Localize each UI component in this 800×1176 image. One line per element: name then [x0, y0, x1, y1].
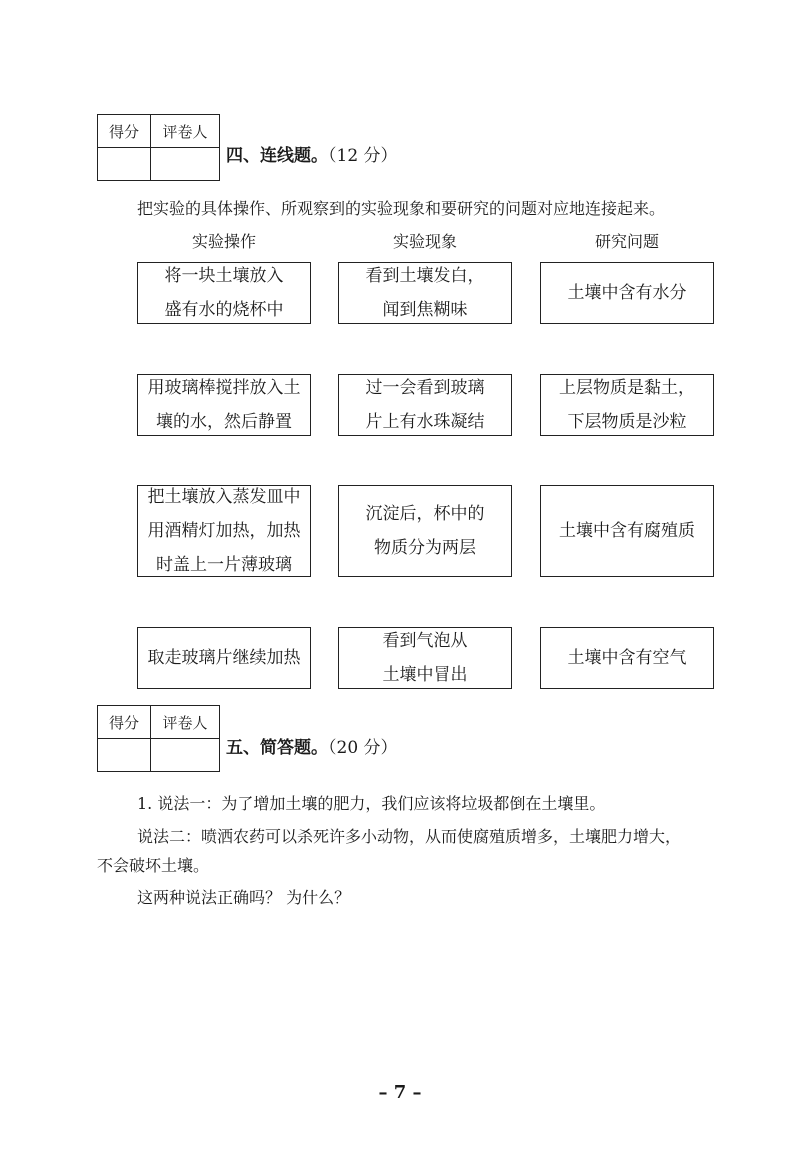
phenomenon-box-4[interactable] — [338, 627, 512, 689]
operation-4-line-1: 取走玻璃片继续加热 — [147, 648, 301, 668]
question-1-line-1: 1. 说法一：为了增加土壤的肥力，我们应该将垃圾都倒在土壤里。 — [137, 794, 606, 813]
section-4-title — [226, 141, 398, 166]
phenomenon-2-line-2: 片上有水珠凝结 — [365, 412, 485, 432]
grader-label-2: 评卷人 — [151, 706, 220, 739]
operation-2-line-2: 壤的水，然后静置 — [156, 412, 292, 432]
grader-cell[interactable] — [151, 148, 220, 181]
phenomenon-box-1[interactable] — [338, 262, 512, 324]
question-box-3[interactable] — [540, 485, 714, 577]
column-header-question: 研究问题 — [594, 232, 659, 251]
section-5-title — [226, 733, 398, 758]
grader-label: 评卷人 — [151, 115, 220, 148]
operation-1-line-1: 将一块土壤放入 — [164, 266, 284, 286]
operation-box-3[interactable] — [137, 485, 311, 577]
column-header-phenomenon: 实验现象 — [392, 232, 457, 251]
section-4-points: （12 分） — [328, 146, 398, 166]
grader-cell-2[interactable] — [151, 739, 220, 772]
operation-box-2[interactable] — [137, 374, 311, 436]
score-cell-2[interactable] — [98, 739, 151, 772]
phenomenon-4-line-2: 土壤中冒出 — [382, 665, 468, 685]
phenomenon-2-line-1: 过一会看到玻璃 — [365, 378, 485, 398]
phenomenon-1-line-2: 闻到焦糊味 — [382, 300, 468, 320]
instruction: 把实验的具体操作、所观察到的实验现象和要研究的问题对应地连接起来。 — [137, 199, 666, 218]
operation-3-line-2: 用酒精灯加热，加热 — [147, 521, 301, 541]
phenomenon-box-3[interactable] — [338, 485, 512, 577]
question-1-line-1: 土壤中含有水分 — [567, 283, 687, 303]
phenomenon-box-2[interactable] — [338, 374, 512, 436]
section-5-title-text: 五、简答题。 — [226, 738, 328, 758]
question-1-line-3: 不会破坏土壤。 — [97, 856, 210, 875]
phenomenon-3-line-1: 沉淀后，杯中的 — [365, 504, 485, 524]
page-number: – 7 – — [378, 1082, 422, 1103]
section-5-points: （20 分） — [328, 738, 398, 758]
phenomenon-4-line-1: 看到气泡从 — [382, 631, 468, 651]
question-3-line-1: 土壤中含有腐殖质 — [559, 521, 695, 541]
operation-2-line-1: 用玻璃棒搅拌放入土 — [147, 378, 301, 398]
operation-1-line-2: 盛有水的烧杯中 — [164, 300, 284, 320]
score-table-2 — [97, 705, 220, 772]
question-box-2[interactable] — [540, 374, 714, 436]
question-box-4[interactable] — [540, 627, 714, 689]
operation-3-line-3: 时盖上一片薄玻璃 — [156, 555, 292, 575]
question-1-line-2: 说法二：喷洒农药可以杀死许多小动物，从而使腐殖质增多，土壤肥力增大， — [137, 827, 682, 846]
question-4-line-1: 土壤中含有空气 — [567, 648, 687, 668]
question-2-line-1: 上层物质是黏土， — [559, 378, 695, 398]
section-4-title-text: 四、连线题。 — [226, 146, 328, 166]
score-label-2: 得分 — [98, 706, 151, 739]
score-label: 得分 — [98, 115, 151, 148]
operation-box-1[interactable] — [137, 262, 311, 324]
score-table — [97, 114, 220, 181]
column-header-operation: 实验操作 — [191, 232, 256, 251]
operation-3-line-1: 把土壤放入蒸发皿中 — [147, 487, 301, 507]
phenomenon-1-line-1: 看到土壤发白， — [365, 266, 485, 286]
question-box-1[interactable] — [540, 262, 714, 324]
question-2-line-2: 下层物质是沙粒 — [567, 412, 687, 432]
operation-box-4[interactable] — [137, 627, 311, 689]
phenomenon-3-line-2: 物质分为两层 — [374, 538, 476, 558]
question-1-line-4: 这两种说法正确吗？ 为什么？ — [137, 888, 351, 907]
score-cell[interactable] — [98, 148, 151, 181]
